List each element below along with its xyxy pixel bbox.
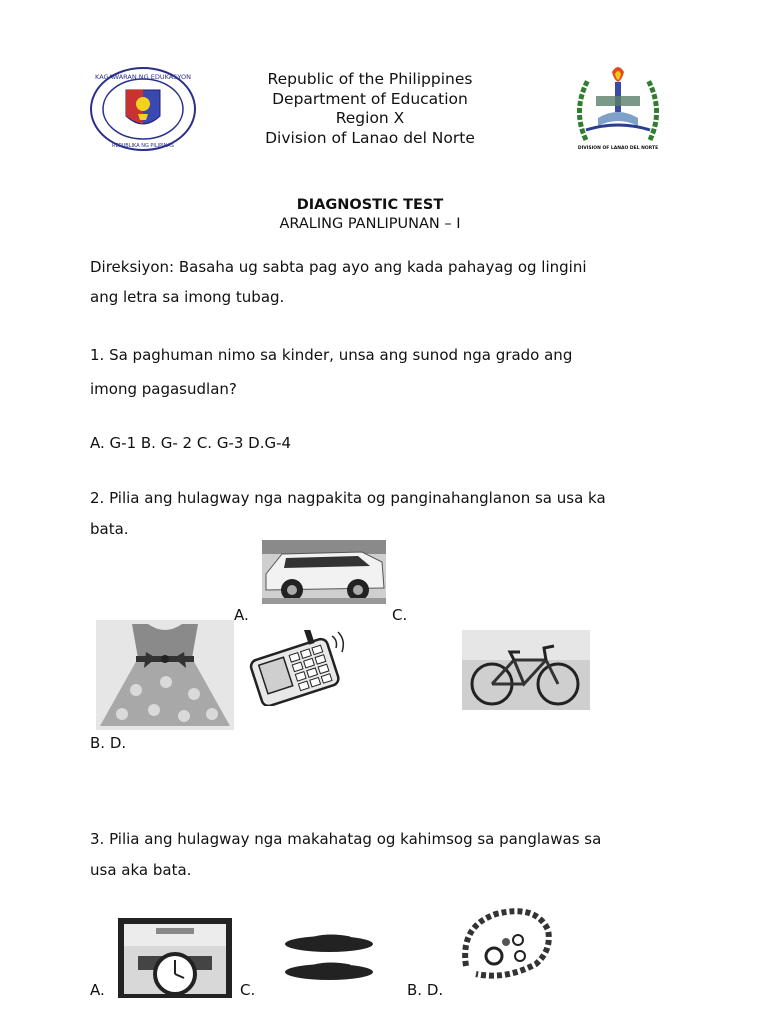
question-1-choices: A. G-1 B. G- 2 C. G-3 D.G-4	[90, 434, 292, 452]
question-2-label-bd: B. D.	[90, 734, 127, 752]
question-3-line: usa aka bata.	[90, 861, 192, 879]
car-image	[262, 540, 386, 604]
cellphone-image	[240, 630, 352, 706]
division-logo	[566, 62, 670, 158]
slippers-image	[280, 930, 378, 986]
question-2-line: 2. Pilia ang hulagway nga nagpakita og panginahanglanon sa usa ka	[90, 489, 606, 507]
header-line: Region X	[335, 109, 405, 127]
header-line: Republic of the Philippines	[267, 70, 473, 88]
deped-seal	[88, 66, 198, 152]
directions-line: Direksiyon: Basaha ug sabta pag ayo ang kada pahayag og lingini	[90, 258, 587, 276]
jewelry-image	[456, 906, 554, 982]
division-logo-caption: DIVISION OF LANAO DEL NORTE	[577, 146, 659, 151]
bicycle-image	[462, 630, 590, 710]
question-3-label-a: A.	[90, 981, 105, 999]
svg-text:REPUBLIKA NG PILIPINAS: REPUBLIKA NG PILIPINAS	[112, 143, 174, 149]
header-line: Department of Education	[272, 89, 468, 108]
question-1-line: 1. Sa paghuman nimo sa kinder, unsa ang sunod nga grado ang	[90, 346, 573, 364]
dress-image	[96, 620, 234, 730]
header-line: Division of Lanao del Norte	[265, 128, 475, 147]
question-2-label-a: A.	[234, 606, 249, 624]
svg-text:KAGAWARAN NG EDUKASYON: KAGAWARAN NG EDUKASYON	[95, 73, 191, 81]
directions-line: ang letra sa imong tubag.	[90, 288, 285, 306]
page-subtitle: ARALING PANLIPUNAN – I	[279, 216, 461, 232]
wristwatch-image	[118, 918, 232, 998]
question-3-label-bd: B. D.	[407, 981, 444, 999]
question-1-line: imong pagasudlan?	[90, 380, 237, 398]
page-title: DIAGNOSTIC TEST	[296, 197, 444, 213]
question-3-label-c: C.	[240, 981, 256, 999]
question-2-label-c: C.	[392, 606, 408, 624]
header-block	[200, 70, 540, 148]
question-3-line: 3. Pilia ang hulagway nga makahatag og kahimsog sa panglawas sa	[90, 830, 602, 848]
question-2-line: bata.	[90, 520, 129, 538]
